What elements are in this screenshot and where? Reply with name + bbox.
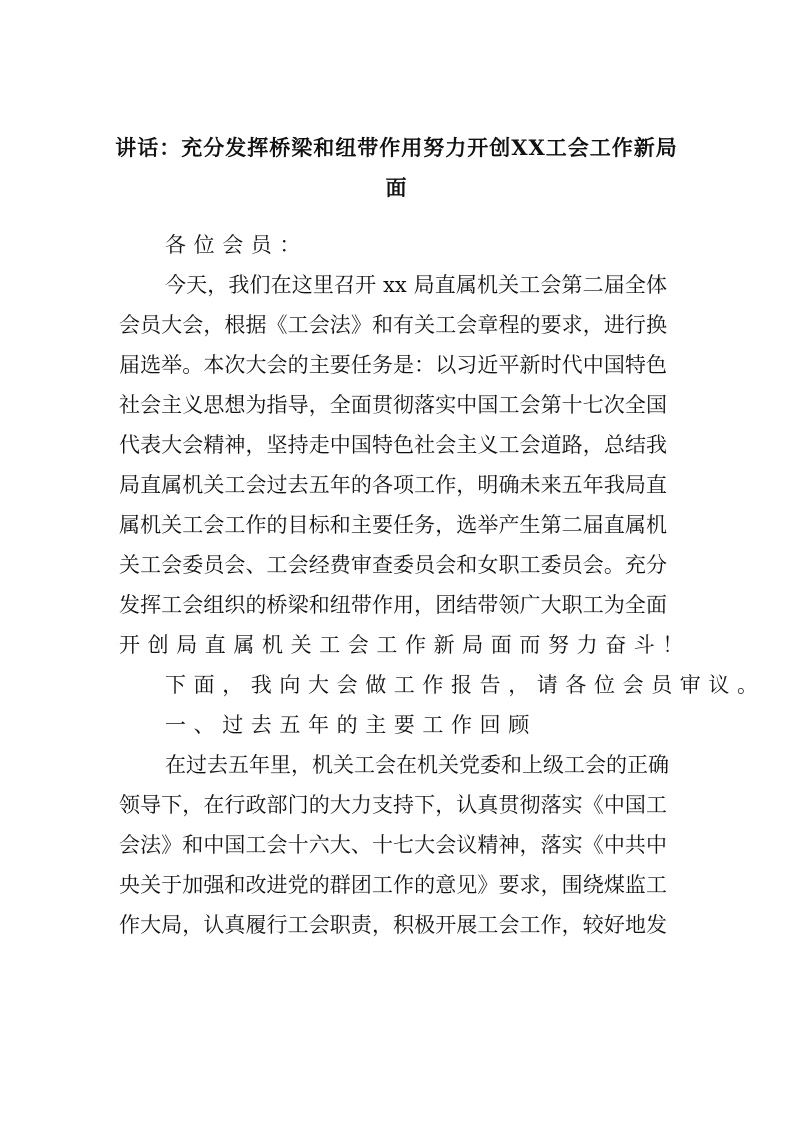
paragraph-line: 局直属机关工会过去五年的各项工作，明确未来五年我局直 (119, 473, 667, 497)
paragraph-line: 一、过去五年的主要工作回顾 (165, 713, 537, 737)
paragraph-line: 会员大会，根据《工会法》和有关工会章程的要求，进行换 (119, 313, 667, 337)
paragraph-line: 会法》和中国工会十六大、十七大会议精神，落实《中共中 (119, 833, 667, 857)
paragraph-line: 社会主义思想为指导，全面贯彻落实中国工会第十七次全国 (119, 393, 667, 417)
paragraph-line: 在过去五年里，机关工会在机关党委和上级工会的正确 (165, 753, 669, 777)
paragraph-line: 下面，我向大会做工作报告，请各位会员审议。 (165, 673, 766, 697)
paragraph-line: 作大局，认真履行工会职责，积极开展工会工作，较好地发 (119, 913, 667, 937)
paragraph-line: 发挥工会组织的桥梁和纽带作用，团结带领广大职工为全面 (119, 593, 667, 617)
paragraph-line: 关工会委员会、工会经费审查委员会和女职工委员会。充分 (119, 553, 667, 577)
paragraph-line: 代表大会精神，坚持走中国特色社会主义工会道路，总结我 (119, 433, 667, 457)
paragraph-line: 开创局直属机关工会工作新局面而努力奋斗！ (119, 633, 691, 657)
paragraph-line: 属机关工会工作的目标和主要任务，选举产生第二届直属机 (119, 513, 667, 537)
paragraph-line: 领导下，在行政部门的大力支持下，认真贯彻落实《中国工 (119, 793, 667, 817)
paragraph-line: 各位会员： (165, 233, 308, 257)
paragraph-line: 央关于加强和改进党的群团工作的意见》要求，围绕煤监工 (119, 873, 667, 897)
document-title-line-2: 面 (385, 175, 408, 200)
paragraph-line: 今天，我们在这里召开 xx 局直属机关工会第二届全体 (165, 273, 667, 297)
paragraph-line: 届选举。本次大会的主要任务是：以习近平新时代中国特色 (119, 353, 667, 377)
document-title-line-1: 讲话：充分发挥桥梁和纽带作用努力开创XX工会工作新局 (115, 135, 678, 160)
